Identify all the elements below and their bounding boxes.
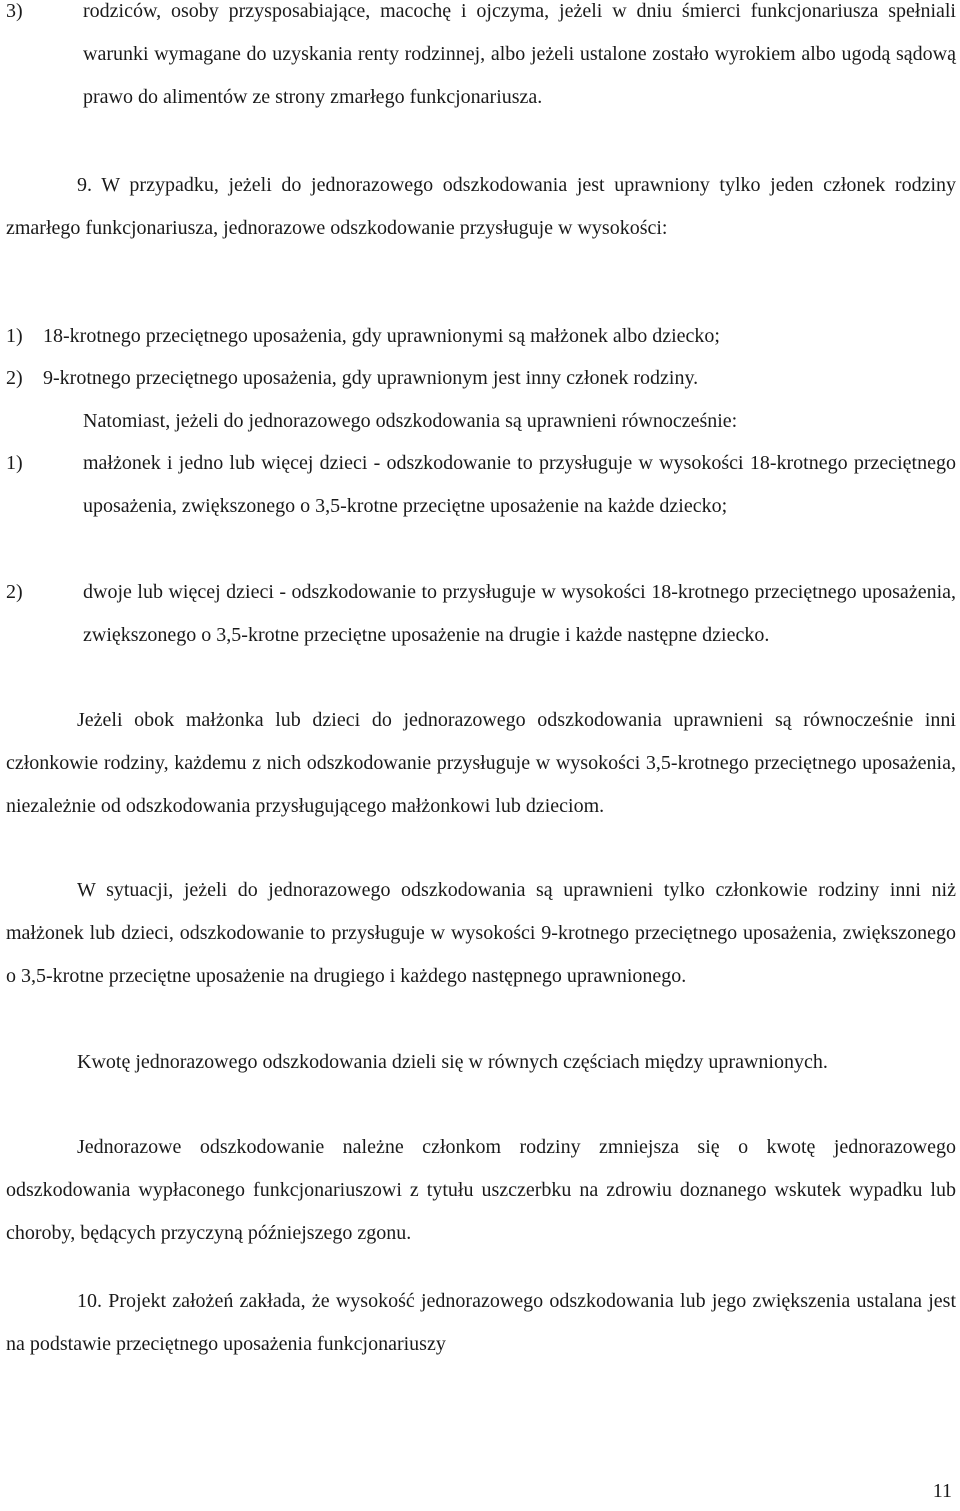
section-10-intro: 10. Projekt założeń zakłada, że wysokość jednorazowego odszkodowania lub jego zwiększenia ustalana jest na podstawie przeciętnego uposażenia funkcjonariuszy: [6, 1290, 956, 1355]
list-number: 2): [6, 367, 23, 389]
list-item: [6, 357, 956, 400]
list-text: rodziców, osoby przysposabiające, macochę i ojczyma, jeżeli w dniu śmierci funkcjonariusza spełniali warunki wymagane do uzyskania renty rodzinnej, albo jeżeli ustalone zostało wyrokiem albo ugodą sądową prawo do alimentów ze strony zmarłego funkcjonariusza.: [83, 0, 956, 108]
list-text: małżonek i jedno lub więcej dzieci - odszkodowanie to przysługuje w wysokości 18-krotnego przeciętnego uposażenia, zwiększonego o 3,5-krotne przeciętne uposażenie na każde dziecko;: [83, 452, 956, 517]
list-number: 1): [6, 325, 23, 347]
list-number: 3): [6, 0, 23, 22]
paragraph-division: Kwotę jednorazowego odszkodowania dzieli się w równych częściach między uprawnionych.: [77, 1051, 828, 1073]
list-text: dwoje lub więcej dzieci - odszkodowanie to przysługuje w wysokości 18-krotnego przeciętnego uposażenia, zwiększonego o 3,5-krotne przeciętne uposażenie na drugie i każde następne dziecko.: [83, 581, 956, 646]
list-text: 18-krotnego przeciętnego uposażenia, gdy uprawnionymi są małżonek albo dziecko;: [43, 325, 720, 347]
paragraph-other-members: Jeżeli obok małżonka lub dzieci do jednorazowego odszkodowania uprawnieni są równocześnie inni członkowie rodziny, każdemu z nich odszkodowanie przysługuje w wysokości 3,5-krotnego przeciętnego uposażenia, niezależnie od odszkodowania przysługującego małżonkowi lub dzieciom.: [6, 709, 956, 817]
simultaneous-intro: Natomiast, jeżeli do jednorazowego odszkodowania są uprawnieni równocześnie:: [83, 410, 738, 432]
list-item: [6, 571, 956, 657]
paragraph-only-others: W sytuacji, jeżeli do jednorazowego odszkodowania są uprawnieni tylko członkowie rodziny inni niż małżonek lub dzieci, odszkodowanie to przysługuje w wysokości 9-krotnego przeciętnego uposażenia, zwiększonego o 3,5-krotne przeciętne uposażenie na drugiego i każdego następnego uprawnionego.: [6, 879, 956, 987]
list-item: [6, 315, 956, 358]
list-item: [6, 0, 956, 119]
paragraph-reduction: Jednorazowe odszkodowanie należne członkom rodziny zmniejsza się o kwotę jednorazowego odszkodowania wypłaconego funkcjonariuszowi z tytułu uszczerbku na zdrowiu doznanego wskutek wypadku lub choroby, będących przyczyną późniejszego zgonu.: [6, 1136, 956, 1244]
list-text: 9-krotnego przeciętnego uposażenia, gdy uprawnionym jest inny członek rodziny.: [43, 367, 699, 389]
list-item: [6, 442, 956, 528]
page-number: 11: [932, 1480, 952, 1502]
list-number: 2): [6, 581, 23, 603]
section-9-intro: 9. W przypadku, jeżeli do jednorazowego odszkodowania jest uprawniony tylko jeden członek rodziny zmarłego funkcjonariusza, jednorazowe odszkodowanie przysługuje w wysokości:: [6, 174, 956, 239]
list-number: 1): [6, 452, 23, 474]
